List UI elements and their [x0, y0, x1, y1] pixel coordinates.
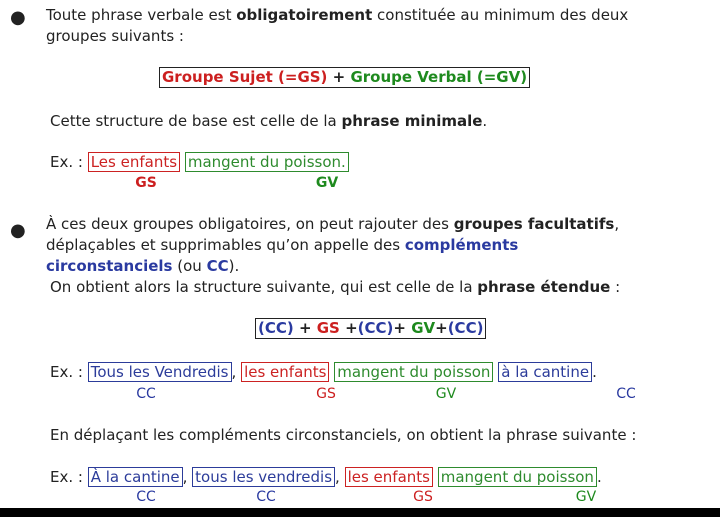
label-gv: GV: [575, 489, 597, 505]
label-cc: CC: [136, 489, 156, 505]
formula-plus: +: [293, 319, 317, 337]
formula-gs: Groupe Sujet (=GS): [162, 68, 328, 86]
formula-gs: GS: [316, 319, 340, 337]
example-cc-box: tous les vendredis: [192, 467, 335, 487]
example-gs-box: les enfants: [241, 362, 329, 382]
formula-plus: +: [327, 68, 351, 86]
text-segment: (ou: [172, 257, 207, 275]
bold-term-blue: circonstanciels: [46, 257, 173, 275]
example-1: [50, 152, 349, 172]
text-segment: Toute phrase verbale est: [46, 6, 237, 24]
example-gs-box: les enfants: [345, 467, 433, 487]
formula-plus: +: [435, 319, 448, 337]
example-2: [50, 362, 597, 382]
text-segment: ,: [614, 215, 620, 233]
example-3: [50, 467, 602, 487]
bold-term: obligatoirement: [236, 6, 373, 24]
formula-cc: (CC): [357, 319, 394, 337]
example-prefix: Ex. :: [50, 153, 88, 171]
label-gv: GV: [315, 175, 339, 191]
bold-term-blue: CC: [206, 257, 229, 275]
formula-gv: Groupe Verbal (=GV): [350, 68, 528, 86]
formula-plus: +: [393, 319, 412, 337]
text-segment: déplaçables et supprimables qu’on appelle des: [46, 236, 405, 254]
label-gs: GS: [135, 175, 157, 191]
text-segment: groupes suivants :: [46, 27, 184, 45]
punctuation: .: [592, 363, 597, 381]
bullet-dot-2: ●: [10, 220, 26, 241]
bold-term: phrase minimale: [341, 112, 483, 130]
label-cc: CC: [136, 386, 156, 402]
example-gv-box: mangent du poisson: [334, 362, 493, 382]
formula-plus: +: [339, 319, 358, 337]
bold-term: groupes facultatifs: [453, 215, 615, 233]
example-cc-box: À la cantine: [88, 467, 183, 487]
punctuation: ,: [231, 363, 237, 381]
text-segment: constituée au minimum des deux: [372, 6, 629, 24]
bullet-1-text: [46, 5, 628, 47]
example-cc-box: à la cantine: [498, 362, 592, 382]
formula-minimal: [159, 67, 530, 88]
punctuation: .: [596, 468, 602, 486]
bullet-dot-1: ●: [10, 7, 26, 28]
formula-extended: [255, 318, 486, 339]
bottom-edge-bar: [0, 508, 720, 517]
punctuation: ,: [335, 468, 340, 486]
example-cc-box: Tous les Vendredis: [88, 362, 232, 382]
example-gv-box: mangent du poisson: [438, 467, 597, 487]
label-cc: CC: [616, 386, 636, 402]
bold-term-blue: compléments: [404, 236, 519, 254]
bullet-2-text: [46, 214, 620, 298]
structure-sentence: [50, 111, 487, 131]
example-prefix: Ex. :: [50, 363, 88, 381]
text-segment: À ces deux groupes obligatoires, on peut rajouter des: [46, 215, 454, 233]
text-segment: .: [482, 112, 488, 130]
example-prefix: Ex. :: [50, 468, 88, 486]
text-segment: :: [610, 278, 621, 296]
text-segment: Cette structure de base est celle de la: [50, 112, 342, 130]
label-cc: CC: [256, 489, 276, 505]
formula-cc: (CC): [258, 319, 294, 337]
formula-cc: (CC): [447, 319, 484, 337]
deplacement-sentence: En déplaçant les compléments circonstanciels, on obtient la phrase suivante :: [50, 426, 637, 444]
example-gs-box: Les enfants: [88, 152, 180, 172]
formula-gv: GV: [411, 319, 436, 337]
bold-term: phrase étendue: [477, 278, 611, 296]
text-segment: On obtient alors la structure suivante, qui est celle de la: [50, 278, 478, 296]
example-gv-box: mangent du poisson.: [185, 152, 349, 172]
text-segment: ).: [228, 257, 240, 275]
label-gs: GS: [316, 386, 336, 402]
punctuation: ,: [182, 468, 188, 486]
label-gs: GS: [413, 489, 433, 505]
label-gv: GV: [435, 386, 457, 402]
